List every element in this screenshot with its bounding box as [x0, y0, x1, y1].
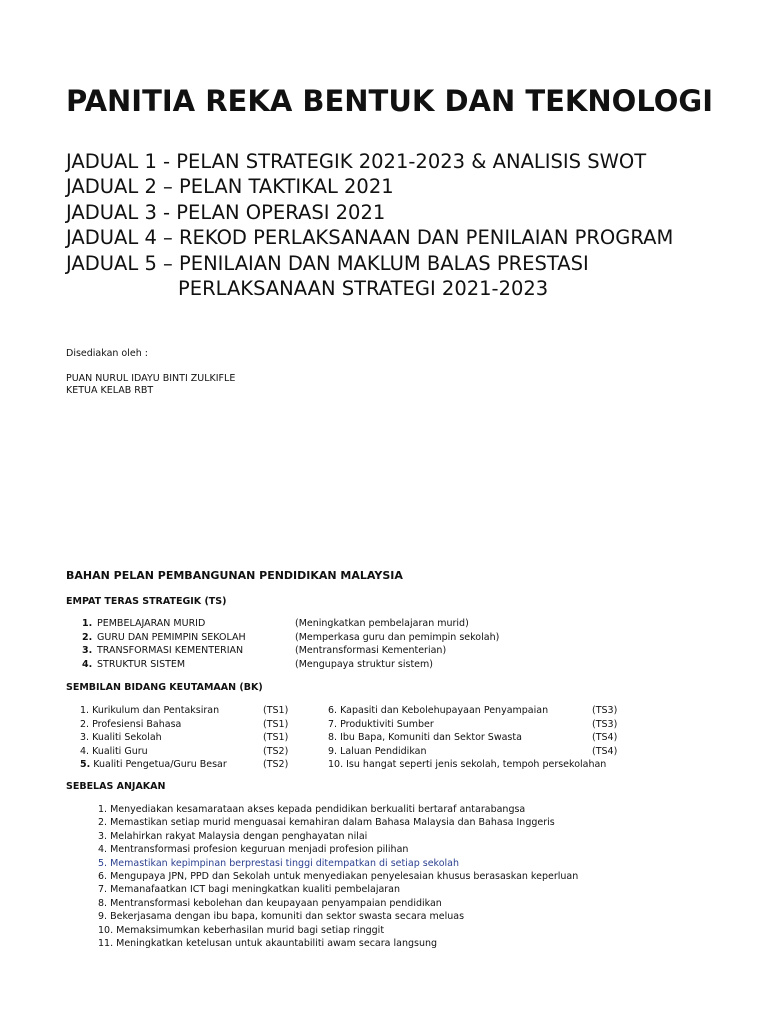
ts-heading: EMPAT TERAS STRATEGIK (TS) [66, 596, 227, 607]
signer-block [66, 373, 235, 397]
anjakan-item: 10. Memaksimumkan keberhasilan murid bagi setiap ringgit [98, 924, 385, 936]
bk-left-item [80, 758, 227, 772]
bk-left-code: (TS2) [263, 745, 289, 757]
anjakan-item: 6. Mengupaya JPN, PPD dan Sekolah untuk menyediakan penyelesaian khusus berasaskan keperluan [98, 871, 579, 883]
ts-item-number: 2. [82, 631, 93, 643]
bk-left-item: 4. Kualiti Guru [80, 745, 148, 757]
section-title: BAHAN PELAN PEMBANGUNAN PENDIDIKAN MALAYSIA [66, 569, 403, 582]
anjakan-item: 11. Meningkatkan ketelusan untuk akauntabiliti awam secara langsung [98, 938, 438, 950]
anjakan-item: 4. Mentransformasi profesion keguruan menjadi profesion pilihan [98, 844, 409, 856]
bk-left-code: (TS1) [263, 718, 289, 730]
ts-item-text: STRUKTUR SISTEM [97, 658, 186, 670]
document-title: PANITIA REKA BENTUK DAN TEKNOLOGI [66, 84, 714, 118]
anjakan-item: 1. Menyediakan kesamarataan akses kepada pendidikan berkualiti bertaraf antarabangsa [98, 804, 526, 815]
jadual-item: JADUAL 1 - PELAN STRATEGIK 2021-2023 & ANALISIS SWOT [66, 150, 647, 173]
bk-right-code: (TS4) [592, 745, 618, 757]
ts-item-number: 3. [82, 645, 93, 656]
bk-right-item: 9. Laluan Pendidikan [328, 745, 427, 757]
ts-item-text: GURU DAN PEMIMPIN SEKOLAH [97, 631, 246, 643]
ts-item-number: 1. [82, 618, 93, 629]
anjakan-item: 8. Mentransformasi kebolehan dan keupayaan penyampaian pendidikan [98, 897, 442, 909]
prepared-by-label: Disediakan oleh : [66, 348, 148, 359]
bk-left-code: (TS1) [263, 705, 289, 716]
bk-left-code: (TS1) [263, 732, 289, 743]
jadual-item-continuation: PERLAKSANAAN STRATEGI 2021-2023 [178, 277, 549, 301]
bk-right-item: 10. Isu hangat seperti jenis sekolah, tempoh persekolahan [328, 759, 607, 770]
anjakan-item: 9. Bekerjasama dengan ibu bapa, komuniti dan sektor swasta secara meluas [98, 911, 465, 923]
bk-left-item: 3. Kualiti Sekolah [80, 732, 162, 743]
ts-item-text: PEMBELAJARAN MURID [97, 618, 206, 629]
signer-role: KETUA KELAB RBT [66, 385, 154, 396]
bk-right-code: (TS3) [592, 705, 618, 716]
ts-item-desc: (Memperkasa guru dan pemimpin sekolah) [295, 631, 500, 643]
anjakan-heading: SEBELAS ANJAKAN [66, 781, 166, 792]
bk-left-number: 5. [80, 759, 91, 770]
jadual-item: JADUAL 2 – PELAN TAKTIKAL 2021 [66, 175, 394, 199]
anjakan-item: 3. Melahirkan rakyat Malaysia dengan penghayatan nilai [98, 830, 368, 842]
jadual-list [66, 149, 673, 301]
ts-item-desc: (Meningkatkan pembelajaran murid) [295, 618, 469, 629]
bk-left-item: 2. Profesiensi Bahasa [80, 718, 182, 730]
anjakan-item: 7. Memanafaatkan ICT bagi meningkatkan kualiti pembelajaran [98, 884, 401, 896]
jadual-item: JADUAL 5 – PENILAIAN DAN MAKLUM BALAS PRESTASI [66, 251, 589, 275]
bk-right-item: 8. Ibu Bapa, Komuniti dan Sektor Swasta [328, 732, 522, 743]
bk-left-code: (TS2) [263, 759, 289, 770]
jadual-item: JADUAL 3 - PELAN OPERASI 2021 [66, 200, 386, 224]
ts-item-text: TRANSFORMASI KEMENTERIAN [97, 645, 244, 656]
anjakan-item: 2. Memastikan setiap murid menguasai kemahiran dalam Bahasa Malaysia dan Bahasa Inggeris [98, 817, 555, 829]
bk-right-code: (TS4) [592, 732, 618, 743]
bk-right-item: 7. Produktiviti Sumber [328, 718, 434, 730]
ts-item-desc: (Mentransformasi Kementerian) [295, 645, 447, 656]
bk-right-item: 6. Kapasiti dan Kebolehupayaan Penyampaian [328, 705, 549, 716]
bk-right-code: (TS3) [592, 718, 618, 730]
signer-name: PUAN NURUL IDAYU BINTI ZULKIFLE [66, 373, 236, 384]
bk-left-text: Kualiti Pengetua/Guru Besar [90, 759, 227, 770]
anjakan-item-highlighted: 5. Memastikan kepimpinan berprestasi tinggi ditempatkan di setiap sekolah [98, 857, 459, 869]
ts-item-number: 4. [82, 658, 93, 670]
bk-heading: SEMBILAN BIDANG KEUTAMAAN (BK) [66, 682, 263, 693]
jadual-item: JADUAL 4 – REKOD PERLAKSANAAN DAN PENILAIAN PROGRAM [66, 226, 674, 250]
ts-item-desc: (Mengupaya struktur sistem) [295, 658, 433, 670]
bk-left-item: 1. Kurikulum dan Pentaksiran [80, 705, 220, 716]
anjakan-list [98, 803, 578, 950]
